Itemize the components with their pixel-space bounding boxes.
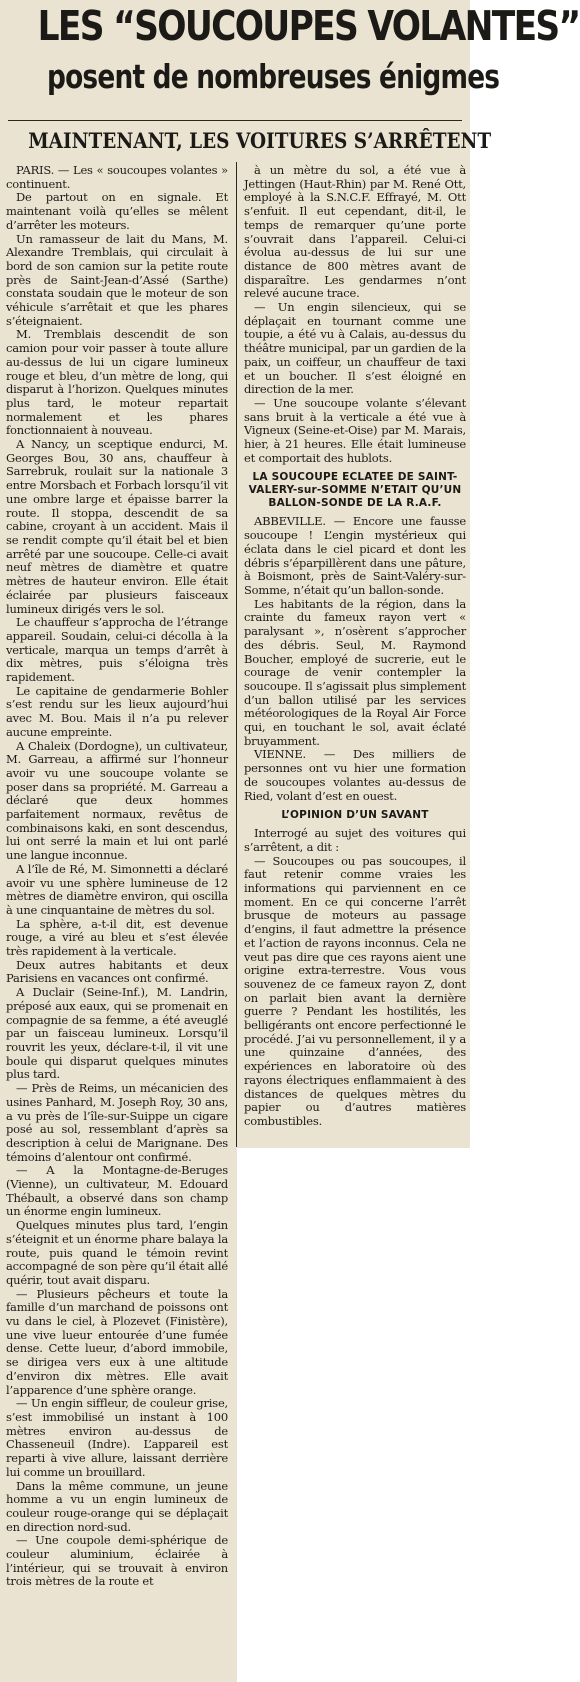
paragraph: — Un engin silencieux, qui se déplaçait en tournant comme une toupie, a été vu à Calais, au-dessus du théâtre municipal, par un gardien de la paix, un coiffeur, un chauffeur de taxi et un boucher. Il s’est éloigné en direction de la mer. — [244, 300, 467, 397]
paragraph: De partout on en signale. Et maintenant voilà qu’elles se mêlent d’arrêter les moteurs. — [6, 190, 228, 232]
secondary-headline: posent de nombreuses énigmes — [47, 57, 500, 96]
paragraph: — Une soucoupe volante s’élevant sans bruit à la verticale a été vue à Vigneux (Seine-et-Oise) par M. Marais, hier, à 21 heures. Elle était lumineuse et comportait des hublots. — [244, 395, 466, 465]
paragraph: — Un engin siffleur, de couleur grise, s’est immobilisé un instant à 100 mètres environ au-dessus de Chasseneuil (Indre). L’appareil est reparti à vive allure, laissant derrière lui comme un brouillard. — [6, 1396, 228, 1479]
paragraph: M. Tremblais descendit de son camion pour voir passer à toute allure au-dessus de lui un cigare lumineux rouge et bleu, d’un mètre de long, qui disparut à l’horizon. Quelques minutes plus tard, le moteur repartait normalement et les phares fonctionnaient à nouveau. — [6, 327, 228, 438]
paragraph: Un ramasseur de lait du Mans, M. Alexandre Tremblais, qui circulait à bord de son camion sur la petite route près de Saint-Jean-d’Assé (Sarthe) constata soudain que le moteur de son véhicule s’arrêtait et que les phares s’éteignaient. — [6, 231, 228, 328]
paragraph: à un mètre du sol, a été vue à Jettingen (Haut-Rhin) par M. René Ott, employé à la S.N.C.F. Effrayé, M. Ott s’enfuit. Il eut cependant, dit-il, le temps de remarquer qu’une porte s’ouvrait dans l’appareil. Celui-ci évolua au-dessus de lui sur une distance de 800 mètres avant de disparaître. Les gendarmes n’ont relevé aucune trace. — [244, 163, 466, 301]
paragraph: — Près de Reims, un mécanicien des usines Panhard, M. Joseph Roy, 30 ans, a vu près de l’île-sur-Suippe un cigare posé au sol, ressemblant d’après sa description à celui de Marignane. Des témoins d’alentour ont confirmé. — [6, 1081, 228, 1164]
paragraph: A Duclair (Seine-Inf.), M. Landrin, préposé aux eaux, qui se promenait en compagnie de sa femme, a été aveuglé par un faisceau lumineux. Lorsqu’il rouvrit les yeux, déclare-t-il, il vit une boule qui disparut quelques minutes plus tard. — [6, 985, 228, 1082]
paragraph: La sphère, a-t-il dit, est devenue rouge, a viré au bleu et s’est élevée très rapidement à la verticale. — [6, 916, 228, 959]
paragraph: Le chauffeur s’approcha de l’étrange appareil. Soudain, celui-ci décolla à la verticale, marqua un temps d’arrêt à dix mètres, puis s’éloigna très rapidement. — [6, 615, 228, 685]
paragraph: PARIS. — Les « soucoupes volantes » continuent. — [6, 163, 228, 191]
paragraph: A l’île de Ré, M. Simonnetti a déclaré avoir vu une sphère lumineuse de 12 mètres de diamètre environ, qui oscilla à une cinquantaine de mètres du sol. — [6, 861, 228, 917]
subheading-opinion: L’OPINION D’UN SAVANT — [281, 809, 429, 822]
column-divider — [236, 162, 237, 1147]
headline-rule — [8, 120, 462, 121]
paragraph: — Une coupole demi-sphérique de couleur aluminium, éclairée à l’intérieur, qui se trouvait à environ trois mètres de la route et — [6, 1533, 228, 1589]
paragraph: Quelques minutes plus tard, l’engin s’éteignit et un énorme phare balaya la route, puis quand le témoin revint accompagné de son père qu’il était allé quérir, tout avait disparu. — [6, 1218, 228, 1287]
right-column — [244, 164, 466, 1144]
paragraph: — Soucoupes ou pas soucoupes, il faut retenir comme vraies les informations qui parviennent en ce moment. En ce qui concerne l’arrêt brusque de moteurs au passage d’engins, il faut admettre la présence et l’action de rayons inconnus. Cela ne veut pas dire que ces rayons aient une origine extra-terrestre. Vous vous souvenez de ce fameux rayon Z, dont on parlait bien avant la dernière guerre ? Pendant les hostilités, les belligérants ont encore perfectionné le procédé. J’ai vu personnellement, il y a une quinzaine d’années, des expériences en laboratoire où des rayons électriques enflammaient à des distances de quelques mètres du papier ou d’autres matières combustibles. — [244, 853, 466, 1128]
paragraph: A Chaleix (Dordogne), un cultivateur, M. Garreau, a affirmé sur l’honneur avoir vu une soucoupe volante se poser dans sa propriété. M. Garreau a déclaré que deux hommes parfaitement normaux, revêtus de combinaisons kaki, en sont descendus, lui ont serré la main et lui ont parlé une langue inconnue. — [6, 738, 228, 863]
paragraph: A Nancy, un sceptique endurci, M. Georges Bou, 30 ans, chauffeur à Sarrebruk, roulait sur la nationale 3 entre Morsbach et Forbach lorsqu’il vit une ombre large et épaisse barrer la route. Il stoppa, descendit de sa cabine, croyant à un accident. Mais il se rendit compte qu’il était bel et bien arrêté par une soucoupe. Celle-ci avait neuf mètres de diamètre et quatre mètres de hauteur environ. Elle était éclairée par plusieurs faisceaux lumineux dirigés vers le sol. — [6, 437, 228, 616]
paragraph: VIENNE. — Des milliers de personnes ont vu hier une formation de soucoupes volantes au-dessus de Ried, volant d’est en ouest. — [244, 747, 466, 803]
tertiary-headline: MAINTENANT, LES VOITURES S’ARRÊTENT — [28, 128, 492, 153]
paragraph: Deux autres habitants et deux Parisiens en vacances ont confirmé. — [6, 957, 228, 986]
paragraph: Les habitants de la région, dans la crainte du fameux rayon vert « paralysant », n’osèrent s’approcher des débris. Seul, M. Raymond Boucher, employé de sucrerie, eut le courage de venir contempler la soucoupe. Il s’agissait plus simplement d’un ballon utilisé par les services météorologiques de la Royal Air Force qui, en touchant le sol, avait éclaté bruyamment. — [244, 596, 466, 748]
main-headline: LES “SOUCOUPES VOLANTES” — [37, 2, 580, 50]
paragraph: Le capitaine de gendarmerie Bohler s’est rendu sur les lieux aujourd’hui avec M. Bou. Mais il n’a pu relever aucune empreinte. — [6, 683, 228, 739]
left-column — [6, 164, 228, 1676]
paragraph: Interrogé au sujet des voitures qui s’arrêtent, a dit : — [244, 826, 466, 854]
paragraph: Dans la même commune, un jeune homme a vu un engin lumineux de couleur rouge-orange qui se déplaçait en direction nord-sud. — [6, 1478, 228, 1534]
paragraph: — Plusieurs pêcheurs et toute la famille d’un marchand de poissons ont vu dans le ciel, à Plozevet (Finistère), une vive lueur entourée d’une fumée dense. Cette lueur, d’abord immobile, se dirigea vers eux à une altitude d’environ dix mètres. Elle avait l’apparence d’une sphère orange. — [6, 1286, 228, 1397]
subheading-balloon: LA SOUCOUPE ECLATEE DE SAINT-VALERY-sur-SOMME N’ETAIT QU’UN BALLON-SONDE DE LA R.A.F. — [248, 471, 462, 510]
blank-area — [237, 1148, 470, 1682]
paragraph: ABBEVILLE. — Encore une fausse soucoupe ! L’engin mystérieux qui éclata dans le ciel picard et dont les débris s’éparpillèrent dans une pâture, à Boismont, près de Saint-Valéry-sur-Somme, n’était qu’un ballon-sonde. — [244, 514, 466, 597]
paragraph: — A la Montagne-de-Beruges (Vienne), un cultivateur, M. Edouard Thébault, a observé dans son champ un énorme engin lumineux. — [6, 1163, 228, 1219]
